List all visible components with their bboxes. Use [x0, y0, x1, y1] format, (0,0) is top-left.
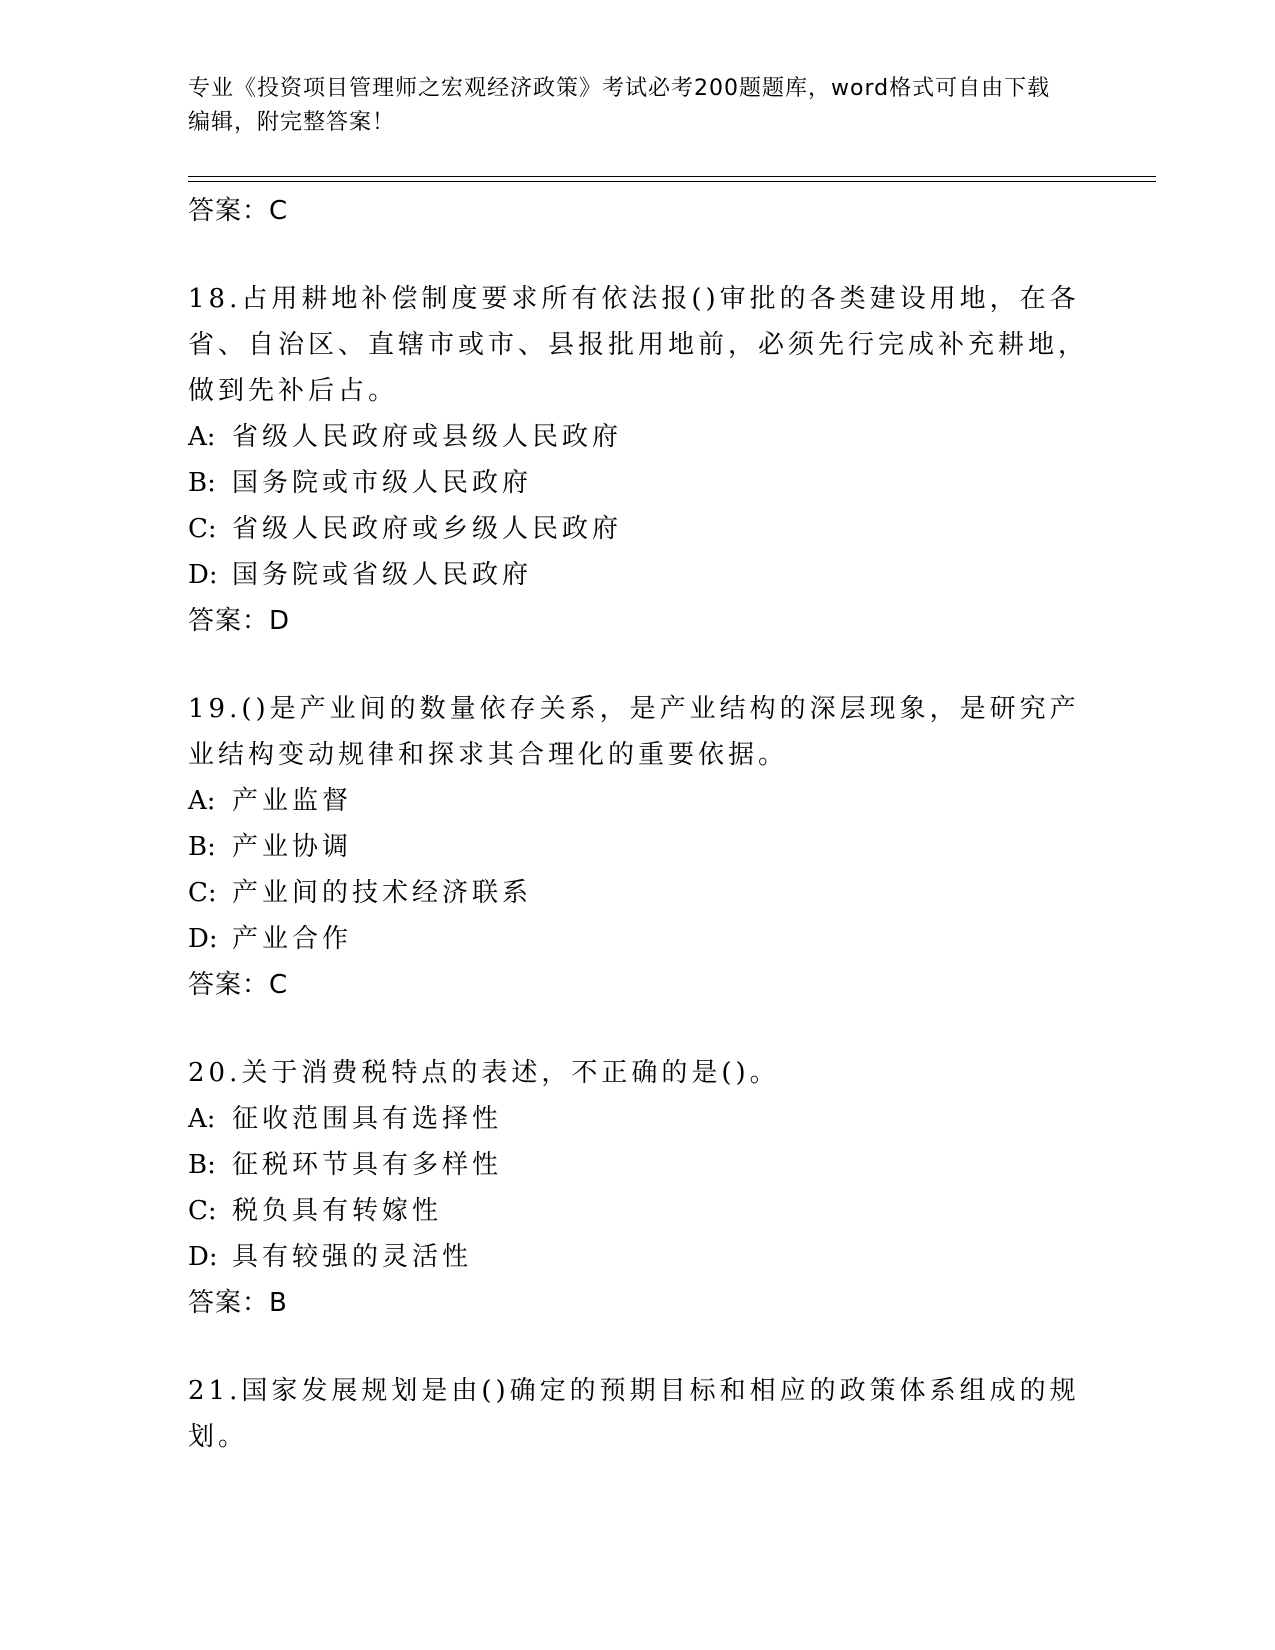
option-d	[188, 552, 1088, 598]
answer-18: 答案：D	[188, 606, 291, 636]
option-letter: B:	[188, 1150, 216, 1180]
option-text: 产业协调	[232, 832, 353, 862]
option-text: 国务院或市级人民政府	[232, 468, 533, 498]
option-c	[188, 1188, 1088, 1234]
option-letter: B:	[188, 832, 216, 862]
option-letter: D:	[188, 924, 218, 954]
option-text: 国务院或省级人民政府	[232, 560, 533, 590]
option-b	[188, 460, 1088, 506]
option-text: 产业监督	[232, 786, 353, 816]
option-text: 征收范围具有选择性	[232, 1104, 503, 1134]
option-letter: A:	[188, 786, 216, 816]
previous-answer: 答案：C	[188, 196, 289, 226]
header-rule-top	[188, 176, 1156, 177]
header-rule-bottom	[188, 181, 1156, 182]
option-a	[188, 778, 1088, 824]
option-c	[188, 870, 1088, 916]
question-18: 18.占用耕地补偿制度要求所有依法报()审批的各类建设用地，在各省、自治区、直辖市或市、县报批用地前，必须先行完成补充耕地，做到先补后占。	[188, 284, 1089, 406]
option-letter: D:	[188, 560, 218, 590]
option-text: 税负具有转嫁性	[232, 1196, 443, 1226]
option-b	[188, 1142, 1088, 1188]
option-letter: A:	[188, 1104, 216, 1134]
option-letter: C:	[188, 1196, 217, 1226]
option-text: 征税环节具有多样性	[232, 1150, 503, 1180]
option-text: 产业间的技术经济联系	[232, 878, 533, 908]
option-letter: B:	[188, 468, 216, 498]
option-b	[188, 824, 1088, 870]
option-text: 省级人民政府或县级人民政府	[232, 422, 623, 452]
question-21: 21.国家发展规划是由()确定的预期目标和相应的政策体系组成的规划。	[188, 1376, 1080, 1452]
option-a	[188, 414, 1088, 460]
option-text: 具有较强的灵活性	[232, 1242, 473, 1272]
answer-19: 答案：C	[188, 970, 289, 1000]
option-c	[188, 506, 1088, 552]
answer-20: 答案：B	[188, 1288, 288, 1318]
option-a	[188, 1096, 1088, 1142]
question-20: 20.关于消费税特点的表述，不正确的是()。	[188, 1058, 780, 1088]
question-list	[188, 188, 1088, 1460]
option-text: 省级人民政府或乡级人民政府	[232, 514, 623, 544]
option-letter: C:	[188, 878, 217, 908]
option-letter: C:	[188, 514, 217, 544]
option-text: 产业合作	[232, 924, 353, 954]
option-letter: D:	[188, 1242, 218, 1272]
option-d	[188, 1234, 1088, 1280]
option-letter: A:	[188, 422, 216, 452]
option-d	[188, 916, 1088, 962]
question-19: 19.()是产业间的数量依存关系，是产业结构的深层现象，是研究产业结构变动规律和探求其合理化的重要依据。	[188, 694, 1080, 770]
page-header: 专业《投资项目管理师之宏观经济政策》考试必考200题题库，word格式可自由下载编辑，附完整答案！	[188, 76, 1051, 135]
